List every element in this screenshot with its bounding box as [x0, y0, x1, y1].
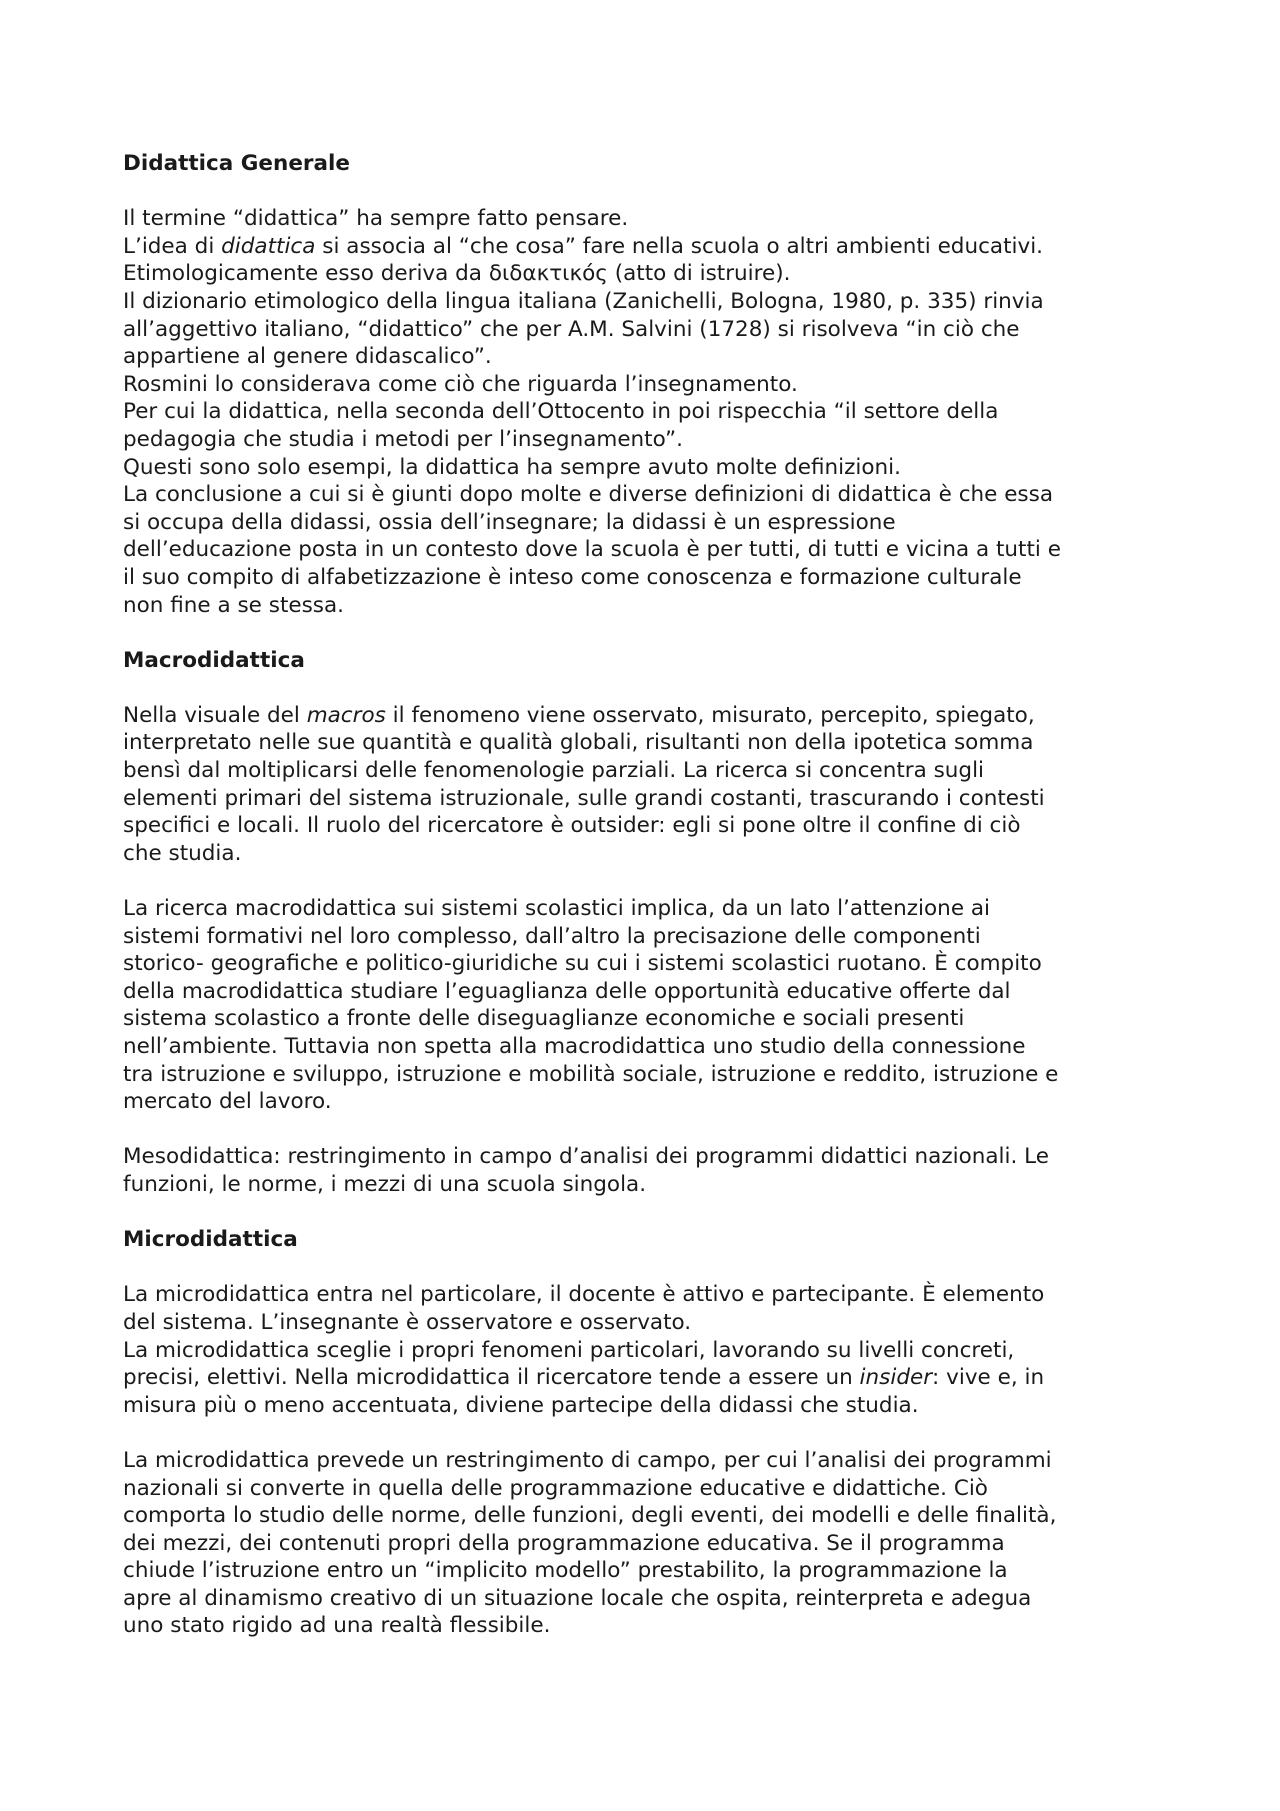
intro-paragraph [123, 205, 1173, 619]
spacer [123, 867, 1173, 895]
mesodidattica-paragraph [123, 1143, 1173, 1198]
text-line: bensì dal moltiplicarsi delle fenomenologie parziali. La ricerca si concentra sugli [123, 758, 985, 784]
text-line: appartiene al genere didascalico”. [123, 344, 492, 370]
text-line: dei mezzi, dei contenuti propri della programmazione educativa. Se il programma [123, 1530, 1005, 1556]
text-line: all’aggettivo italiano, “didattico” che per A.M. Salvini (1728) si risolveva “in ciò che [123, 316, 1020, 342]
text-line: La microdidattica entra nel particolare, il docente è attivo e partecipante. È elemento [123, 1282, 1045, 1308]
text-line: elementi primari del sistema istruzionale, sulle grandi costanti, trascurando i contesti [123, 785, 1045, 811]
section-heading-micro: Microdidattica [123, 1227, 298, 1253]
text-line: La microdidattica prevede un restringimento di campo, per cui l’analisi dei programmi [123, 1447, 1052, 1473]
text-line: precisi, elettivi. Nella microdidattica il ricercatore tende a essere un insider: vive e, in [123, 1365, 1045, 1391]
spacer [123, 1254, 1173, 1282]
text-line: storico- geografiche e politico-giuridiche su cui i sistemi scolastici ruotano. È compito [123, 951, 1042, 977]
text-line: Il dizionario etimologico della lingua italiana (Zanichelli, Bologna, 1980, p. 335) rinvia [123, 288, 1044, 314]
text-line: sistema scolastico a fronte delle diseguaglianze economiche e sociali presenti [123, 1006, 965, 1032]
text-line: interpretato nelle sue quantità e qualità globali, risultanti non della ipotetica somma [123, 730, 1034, 756]
spacer [123, 619, 1173, 647]
text-line: nell’ambiente. Tuttavia non spetta alla macrodidattica uno studio della connessione [123, 1034, 1026, 1059]
text-line: che studia. [123, 840, 242, 866]
text-line: del sistema. L’insegnante è osservatore e osservato. [123, 1309, 692, 1335]
text-line: nazionali si converte in quella delle programmazione educative e didattiche. Ciò [123, 1475, 988, 1501]
text-line: comporta lo studio delle norme, delle funzioni, degli eventi, dei modelli e delle finalità, [123, 1503, 1057, 1529]
text-line: specifici e locali. Il ruolo del ricercatore è outsider: egli si pone oltre il confine di ciò [123, 813, 1021, 839]
spacer [123, 1116, 1173, 1144]
text-line: Etimologicamente esso deriva da διδακτικός (atto di istruire). [123, 261, 791, 287]
text-line: Questi sono solo esempi, la didattica ha sempre avuto molte definizioni. [123, 454, 901, 480]
text-line: L’idea di didattica si associa al “che cosa” fare nella scuola o altri ambienti educativi. [123, 233, 1043, 259]
text-line: Rosmini lo considerava come ciò che riguarda l’insegnamento. [123, 371, 798, 397]
text-line: misura più o meno accentuata, diviene partecipe della didassi che studia. [123, 1392, 919, 1418]
text-line: La conclusione a cui si è giunti dopo molte e diverse definizioni di didattica è che essa [123, 482, 1054, 508]
spacer [123, 1419, 1173, 1447]
document-page [123, 150, 1173, 1640]
text-line: Il termine “didattica” ha sempre fatto pensare. [123, 206, 629, 232]
text-line: sistemi formativi nel loro complesso, dall’altro la precisazione delle componenti [123, 923, 981, 949]
text-line: chiude l’istruzione entro un “implicito modello” prestabilito, la programmazione la [123, 1558, 1008, 1584]
macro-paragraph-1 [123, 702, 1173, 868]
text-line: uno stato rigido ad una realtà flessibile. [123, 1613, 551, 1639]
text-line: Per cui la didattica, nella seconda dell’Ottocento in poi rispecchia “il settore della [123, 399, 999, 425]
text-line: La ricerca macrodidattica sui sistemi scolastici implica, da un lato l’attenzione ai [123, 896, 991, 922]
micro-paragraph-1 [123, 1281, 1173, 1419]
text-line: dell’educazione posta in un contesto dove la scuola è per tutti, di tutti e vicina a tutti e [123, 537, 1061, 563]
text-line: non fine a se stessa. [123, 592, 345, 618]
text-line: funzioni, le norme, i mezzi di una scuola singola. [123, 1171, 647, 1197]
spacer [123, 1199, 1173, 1227]
document-title: Didattica Generale [123, 151, 350, 176]
spacer [123, 178, 1173, 206]
text-line: Nella visuale del macros il fenomeno viene osservato, misurato, percepito, spiegato, [123, 702, 1035, 728]
text-line: mercato del lavoro. [123, 1089, 332, 1115]
macro-paragraph-2 [123, 895, 1173, 1116]
spacer [123, 674, 1173, 702]
text-line: pedagogia che studia i metodi per l’insegnamento”. [123, 426, 683, 452]
text-line: della macrodidattica studiare l’eguaglianza delle opportunità educative offerte dal [123, 978, 1011, 1004]
text-line: tra istruzione e sviluppo, istruzione e mobilità sociale, istruzione e reddito, istruzione e [123, 1061, 1059, 1087]
text-line: apre al dinamismo creativo di un situazione locale che ospita, reinterpreta e adegua [123, 1585, 1032, 1611]
text-line: il suo compito di alfabetizzazione è inteso come conoscenza e formazione culturale [123, 564, 1022, 590]
text-line: si occupa della didassi, ossia dell’insegnare; la didassi è un espressione [123, 509, 896, 535]
text-line: La microdidattica sceglie i propri fenomeni particolari, lavorando su livelli concreti, [123, 1337, 1015, 1363]
section-heading-macro: Macrodidattica [123, 647, 305, 673]
text-line: Mesodidattica: restringimento in campo d’analisi dei programmi didattici nazionali. Le [123, 1144, 1049, 1170]
micro-paragraph-2 [123, 1447, 1173, 1640]
